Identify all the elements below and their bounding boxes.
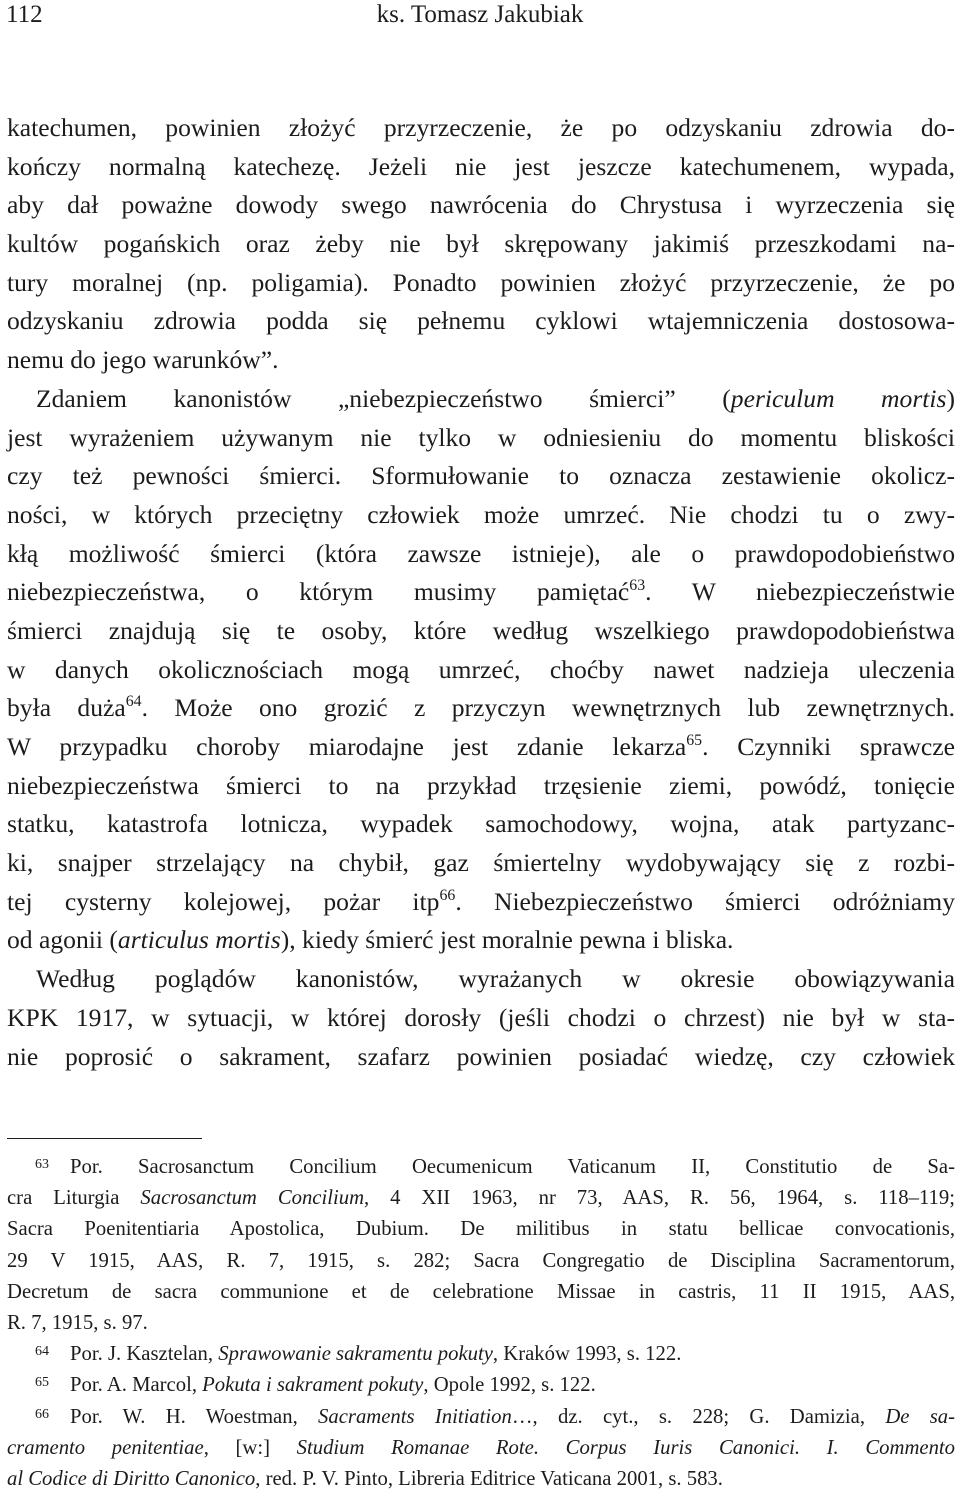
footnote-number: 63 xyxy=(35,1157,49,1172)
text-line: odzyskaniu zdrowia podda się pełnemu cyklowi wtajemniczenia dostosowa- xyxy=(7,306,955,336)
text-run: , [w:] xyxy=(203,1436,297,1459)
text-line xyxy=(7,689,955,728)
text-line: kończy normalną katechezę. Jeżeli nie jest jeszcze katechumenem, wypada, xyxy=(7,151,955,181)
text-run: …, dz. cyt., s. 228; G. Damizia, xyxy=(511,1405,886,1428)
text-run: . W niebezpieczeństwie xyxy=(645,577,955,607)
body-text xyxy=(7,109,955,1076)
text-run: była duża xyxy=(7,693,126,723)
text-run: . Czynniki sprawcze xyxy=(702,732,955,761)
text-line xyxy=(7,380,955,419)
text-run: . Może ono grozić z przyczyn wewnętrznych lub zewnętrznych. xyxy=(141,693,955,723)
footnote-line xyxy=(7,1183,955,1214)
footnote-number: 64 xyxy=(35,1344,49,1360)
running-title: ks. Tomasz Jakubiak xyxy=(376,1,584,28)
text-run: Por. Sacrosanctum Concilium Oecumenicum Vaticanum II, Constitutio de Sa- xyxy=(70,1156,955,1178)
text-line xyxy=(7,728,955,767)
footnote-line: R. 7, 1915, s. 97. xyxy=(7,1311,148,1334)
footnotes xyxy=(7,1152,955,1495)
page-number: 112 xyxy=(6,1,43,28)
text-line xyxy=(7,883,955,922)
footnote-number: 66 xyxy=(35,1406,49,1422)
text-run: , Kraków 1993, s. 122. xyxy=(492,1343,682,1366)
footnote-separator xyxy=(7,1138,202,1139)
text-line xyxy=(7,573,955,612)
text-line: tury moralnej (np. poligamia). Ponadto powinien złożyć przyrzeczenie, że po xyxy=(7,267,955,297)
text-run: Por. J. Kasztelan, xyxy=(70,1343,219,1366)
footnote-line: 29 V 1915, AAS, R. 7, 1915, s. 282; Sacra Congregatio de Disciplina Sacramentorum, xyxy=(7,1249,955,1272)
footnote-line: Sacra Poenitentiaria Apostolica, Dubium. De militibus in statu bellicae convocationis, xyxy=(7,1218,955,1241)
italic-title: Sacraments Initiation xyxy=(318,1405,512,1428)
text-run: ), kiedy śmierć jest moralnie pewna i bliska. xyxy=(280,925,734,955)
text-line: KPK 1917, w sytuacji, w której dorosły (jeśli chodzi o chrzest) nie był w sta- xyxy=(7,1002,955,1032)
text-line: jest wyrażeniem używanym nie tylko w odniesieniu do momentu bliskości xyxy=(7,422,955,452)
text-line xyxy=(7,921,955,960)
italic-title: Sprawowanie sakramentu pokuty xyxy=(218,1343,493,1366)
italic-term: articulus mortis xyxy=(117,925,281,955)
footnote-ref: 64 xyxy=(125,693,142,711)
footnote-line xyxy=(7,1464,955,1495)
text-line: ki, snajper strzelający na chybił, gaz śmiertelny wydobywający się z rozbi- xyxy=(7,848,955,878)
footnote-ref: 65 xyxy=(686,732,703,750)
italic-title: Pokuta i sakrament pokuty xyxy=(202,1374,424,1397)
footnote-number: 65 xyxy=(35,1375,49,1391)
text-run: ) xyxy=(946,383,955,413)
italic-title: Studium Romanae Rote. Corpus Iuris Canonici. I. Commento xyxy=(296,1436,956,1459)
italic-term: periculum mortis xyxy=(730,383,947,413)
text-line: aby dał poważne dowody swego nawrócenia do Chrystusa i wyrzeczenia się xyxy=(7,190,955,220)
text-run: Zdaniem kanonistów „niebezpieczeństwo śmierci” ( xyxy=(36,383,731,413)
text-run: od agonii ( xyxy=(7,925,118,955)
text-line: nie poprosić o sakrament, szafarz powinien posiadać wiedzę, czy człowiek xyxy=(7,1041,955,1071)
footnote-ref: 66 xyxy=(439,886,456,904)
text-line: ności, w których przeciętny człowiek może umrzeć. Nie chodzi tu o zwy- xyxy=(7,499,955,529)
footnote-line xyxy=(7,1152,955,1183)
text-run: niebezpieczeństwa, o którym musimy pamiętać xyxy=(7,577,630,607)
italic-title: al Codice di Diritto Canonico xyxy=(7,1467,256,1490)
text-line: katechumen, powinien złożyć przyrzeczenie, że po odzyskaniu zdrowia do- xyxy=(7,113,955,142)
text-run: , red. P. V. Pinto, Libreria Editrice Vaticana 2001, s. 583. xyxy=(255,1467,723,1490)
footnote-ref: 63 xyxy=(629,577,646,595)
text-run: . Niebezpieczeństwo śmierci odróżniamy xyxy=(455,886,955,916)
footnote-line xyxy=(7,1339,955,1370)
text-run: W przypadku choroby miarodajne jest zdanie lekarza xyxy=(7,732,687,761)
footnote-line: Decretum de sacra communione et de celebratione Missae in castris, 11 II 1915, AAS, xyxy=(7,1280,955,1303)
footnote-line xyxy=(7,1433,955,1464)
text-line: statku, katastrofa lotnicza, wypadek samochodowy, wojna, atak partyzanc- xyxy=(7,809,955,839)
text-line: Według poglądów kanonistów, wyrażanych w okresie obowiązywania xyxy=(36,964,955,994)
running-head xyxy=(6,0,954,34)
text-line: nemu do jego warunków”. xyxy=(7,345,279,375)
text-run: tej cysterny kolejowej, pożar itp xyxy=(7,886,440,916)
text-run: cra Liturgia xyxy=(7,1187,141,1210)
italic-title: De sa- xyxy=(885,1405,955,1428)
text-line: kłą możliwość śmierci (która zawsze istnieje), ale o prawdopodobieństwo xyxy=(7,538,955,568)
text-line: kultów pogańskich oraz żeby nie był skrępowany jakimiś przeszkodami na- xyxy=(7,229,955,259)
text-run: Por. W. H. Woestman, xyxy=(70,1405,319,1428)
italic-title: cramento penitentiae xyxy=(7,1436,204,1459)
text-run: Por. A. Marcol, xyxy=(70,1374,203,1397)
text-line: czy też pewności śmierci. Sformułowanie to oznacza zestawienie okolicz- xyxy=(7,461,955,491)
italic-title: Sacrosanctum Concilium xyxy=(140,1187,365,1210)
text-line: śmierci znajdują się te osoby, które według wszelkiego prawdopodobieństwa xyxy=(7,615,955,645)
footnote-line xyxy=(7,1402,955,1433)
footnote-line xyxy=(7,1370,955,1401)
text-line: niebezpieczeństwa śmierci to na przykład trzęsienie ziemi, powódź, tonięcie xyxy=(7,770,955,800)
text-run: , 4 XII 1963, nr 73, AAS, R. 56, 1964, s. 118–119; xyxy=(364,1187,955,1210)
text-run: , Opole 1992, s. 122. xyxy=(423,1374,596,1397)
text-line: w danych okolicznościach mogą umrzeć, choćby nawet nadzieja uleczenia xyxy=(7,654,955,684)
